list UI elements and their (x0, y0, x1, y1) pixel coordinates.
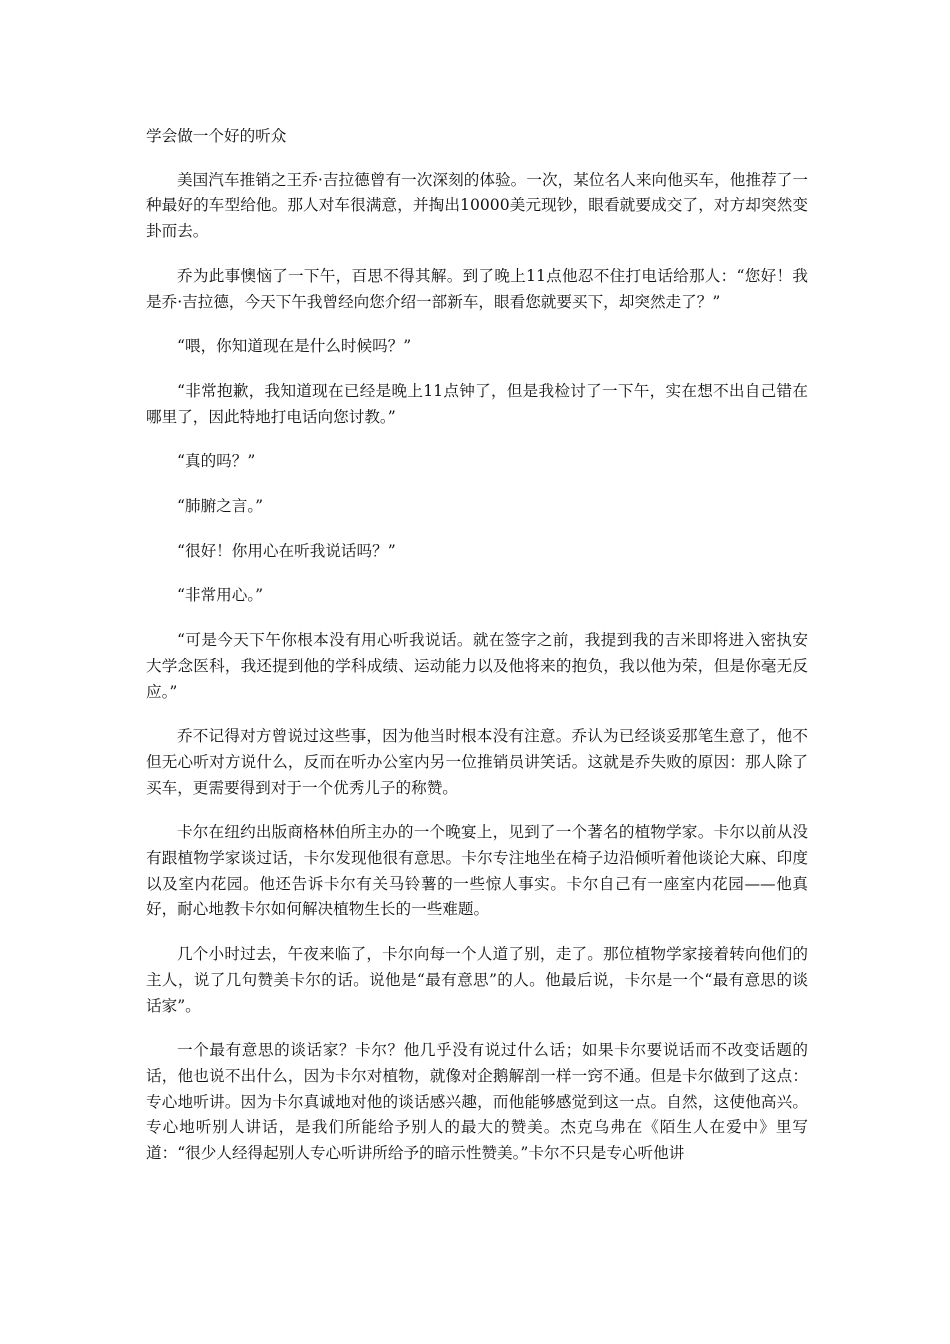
paragraph: “很好！你用心在听我说话吗？” (177, 541, 396, 560)
paragraph: “真的吗？” (177, 452, 256, 471)
paragraph: 几个小时过去，午夜来临了，卡尔向每一个人道了别，走了。那位植物学家接着转向他们的主人，说了几句赞美卡尔的话。说他是“最有意思”的人。他最后说，卡尔是一个“最有意思的谈话家”。 (146, 945, 808, 1015)
paragraph: 一个最有意思的谈话家？卡尔？他几乎没有说过什么话；如果卡尔要说话而不改变话题的话，他也说不出什么，因为卡尔对植物，就像对企鹅解剖一样一窍不通。但是卡尔做到了这点：专心地听讲。因为卡尔真诚地对他的谈话感兴趣，而他能够感觉到这一点。自然，这使他高兴。专心地听别人讲话，是我们所能给予别人的最大的赞美。杰克乌弗在《陌生人在爱中》里写道：“很少人经得起别人专心听讲所给予的暗示性赞美。”卡尔不只是专心听他讲 (146, 1041, 808, 1163)
paragraph: 美国汽车推销之王乔·吉拉德曾有一次深刻的体验。一次，某位名人来向他买车，他推荐了一种最好的车型给他。那人对车很满意，并掏出10000美元现钞，眼看就要成交了，对方却突然变卦而去。 (146, 170, 808, 241)
paragraph: 乔不记得对方曾说过这些事，因为他当时根本没有注意。乔认为已经谈妥那笔生意了，他不但无心听对方说什么，反而在听办公室内另一位推销员讲笑话。这就是乔失败的原因：那人除了买车，更需要得到对于一个优秀儿子的称赞。 (146, 727, 808, 797)
document-page (146, 124, 808, 1186)
paragraph: 乔为此事懊恼了一下午，百思不得其解。到了晚上11点他忍不住打电话给那人：“您好！我是乔·吉拉德，今天下午我曾经向您介绍一部新车，眼看您就要买下，却突然走了？” (146, 266, 808, 311)
paragraph: “可是今天下午你根本没有用心听我说话。就在签字之前，我提到我的吉米即将进入密执安大学念医科，我还提到他的学科成绩、运动能力以及他将来的抱负，我以他为荣，但是你毫无反应。” (146, 631, 808, 701)
paragraph: “非常抱歉，我知道现在已经是晚上11点钟了，但是我检讨了一下午，实在想不出自己错在哪里了，因此特地打电话向您讨教。” (146, 381, 808, 426)
paragraph: “喂，你知道现在是什么时候吗？” (177, 337, 412, 356)
paragraph: “非常用心。” (177, 586, 264, 605)
paragraph: “肺腑之言。” (177, 497, 264, 516)
paragraph: 卡尔在纽约出版商格林伯所主办的一个晚宴上，见到了一个著名的植物学家。卡尔以前从没有跟植物学家谈过话，卡尔发现他很有意思。卡尔专注地坐在椅子边沿倾听着他谈论大麻、印度以及室内花园。他还告诉卡尔有关马铃薯的一些惊人事实。卡尔自己有一座室内花园——他真好，耐心地教卡尔如何解决植物生长的一些难题。 (146, 823, 808, 919)
document-title: 学会做一个好的听众 (146, 127, 287, 145)
